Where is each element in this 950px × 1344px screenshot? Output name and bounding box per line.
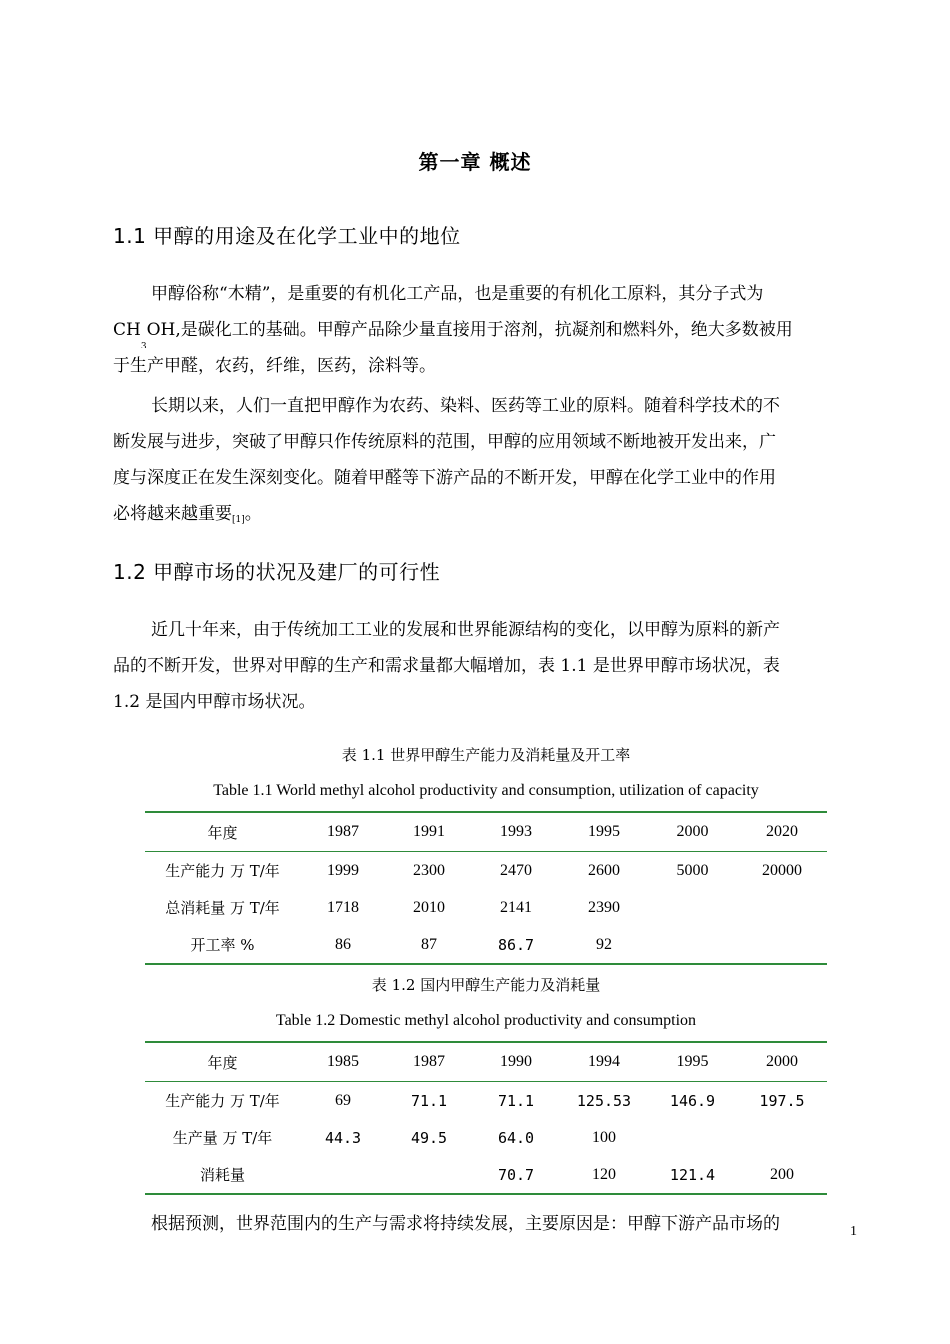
- table-cell: 200: [737, 1156, 827, 1194]
- table-cell: 1718: [327, 898, 359, 916]
- table-cell: [648, 926, 737, 964]
- table-cell: 20000: [762, 861, 802, 879]
- column-header: 1987: [386, 1042, 472, 1082]
- table-2-caption-en: Table 1.2 Domestic methyl alcohol productivity and consumption: [275, 1012, 697, 1029]
- page-number: 1: [850, 1224, 857, 1239]
- table-cell: 92: [560, 926, 648, 964]
- citation-marker: [1]: [232, 515, 245, 525]
- column-header: 1993: [472, 812, 560, 852]
- paragraph-line: 品的不断开发，世界对甲醇的生产和需求量都大幅增加，表 1.1 是世界甲醇市场状况，表: [113, 656, 780, 676]
- table-cell: 64.0: [497, 1128, 535, 1147]
- paragraph-line: 长期以来，人们一直把甲醇作为农药、染料、医药等工业的原料。随着科学技术的不: [151, 396, 780, 416]
- column-header: 1990: [472, 1042, 560, 1082]
- paragraph-methanol-uses: [113, 276, 863, 384]
- table-cell: [300, 1156, 386, 1194]
- table-cell: 44.3: [324, 1128, 362, 1147]
- row-label: 总消耗量 万 T/年: [165, 899, 280, 917]
- table-cell: 120: [560, 1156, 648, 1194]
- paragraph-line: 度与深度正在发生深刻变化。随着甲醛等下游产品的不断开发，甲醇在化学工业中的作用: [113, 468, 776, 488]
- paragraph-text: 必将越来越重要: [113, 504, 232, 524]
- paragraph-line: 近几十年来，由于传统加工工业的发展和世界能源结构的变化，以甲醇为原料的新产: [151, 620, 780, 640]
- column-header: 1991: [386, 812, 472, 852]
- paragraph-line: [113, 496, 863, 532]
- column-header: 2020: [737, 812, 827, 852]
- table-cell: 2300: [413, 861, 445, 879]
- table-cell: 2390: [588, 898, 620, 916]
- paragraph-line: 于生产甲醛，农药，纤维，医药，涂料等。: [113, 356, 436, 376]
- paragraph-text: 。: [244, 504, 262, 524]
- paragraph-line: 断发展与进步，突破了甲醇只作传统原料的范围，甲醇的应用领域不断地被开发出来，广: [113, 432, 776, 452]
- table-row: [145, 889, 827, 926]
- column-header: 1995: [560, 812, 648, 852]
- table-cell: [737, 1119, 827, 1156]
- row-label: 生产能力 万 T/年: [165, 1092, 280, 1110]
- table-cell: [737, 926, 827, 964]
- section-heading-1-2: 1.2 甲醇市场的状况及建厂的可行性: [113, 560, 441, 584]
- column-header: 年度: [145, 812, 300, 852]
- table-world-methanol: [145, 811, 827, 965]
- table-cell: 1999: [327, 861, 359, 879]
- column-header: 1987: [300, 812, 386, 852]
- table-cell: 71.1: [497, 1091, 535, 1110]
- table-cell: 49.5: [410, 1128, 448, 1147]
- paragraph-line: 1.2 是国内甲醇市场状况。: [113, 692, 316, 712]
- column-header: 2000: [737, 1042, 827, 1082]
- paragraph-forecast: [113, 1206, 863, 1242]
- table-cell: [648, 889, 737, 926]
- section-heading-1-1: 1.1 甲醇的用途及在化学工业中的地位: [113, 224, 461, 248]
- paragraph-line: [113, 312, 863, 348]
- chapter-title: 第一章 概述: [418, 150, 532, 174]
- table-1-caption-en: Table 1.1 World methyl alcohol productivity and consumption, utilization of capacity: [213, 782, 759, 799]
- table-cell: 86.7: [472, 926, 560, 964]
- table-cell: 125.53: [576, 1091, 632, 1110]
- paragraph-line: 根据预测，世界范围内的生产与需求将持续发展，主要原因是：甲醇下游产品市场的: [151, 1214, 780, 1234]
- table-row: [145, 1082, 827, 1120]
- column-header: 1985: [300, 1042, 386, 1082]
- table-cell: 2600: [588, 861, 620, 879]
- row-label: 消耗量: [145, 1156, 300, 1194]
- table-cell: 69: [335, 1091, 351, 1109]
- table-row: [145, 852, 827, 890]
- table-cell: [648, 1119, 737, 1156]
- table-cell: [386, 1156, 472, 1194]
- column-header: 年度: [145, 1042, 300, 1082]
- column-header: 1995: [648, 1042, 737, 1082]
- table-cell: 5000: [676, 861, 709, 879]
- table-cell: 2141: [500, 898, 532, 916]
- formula-subscript: 3: [140, 342, 147, 348]
- table-domestic-methanol: [145, 1041, 827, 1195]
- table-cell: 70.7: [472, 1156, 560, 1194]
- table-row: [145, 1119, 827, 1156]
- table-2-caption-cn: 表 1.2 国内甲醇生产能力及消耗量: [371, 976, 601, 994]
- table-cell: 87: [386, 926, 472, 964]
- formula-text: CH: [113, 320, 141, 340]
- table-row: [145, 1156, 827, 1194]
- row-label: 生产能力 万 T/年: [165, 862, 280, 880]
- table-cell: 197.5: [759, 1091, 805, 1110]
- table-cell: 86: [300, 926, 386, 964]
- table-cell: 100: [592, 1128, 616, 1146]
- column-header: 1994: [560, 1042, 648, 1082]
- table-header-row: [145, 1042, 827, 1082]
- table-cell: 2470: [500, 861, 532, 879]
- table-cell: 2010: [413, 898, 445, 916]
- column-header: 2000: [648, 812, 737, 852]
- table-cell: [737, 889, 827, 926]
- table-header-row: [145, 812, 827, 852]
- row-label: 开工率 %: [145, 926, 300, 964]
- table-cell: 121.4: [648, 1156, 737, 1194]
- paragraph-methanol-history: [113, 388, 863, 532]
- paragraph-market: [113, 612, 863, 720]
- table-cell: 146.9: [669, 1091, 716, 1110]
- table-cell: 71.1: [410, 1091, 448, 1110]
- table-1-caption-cn: 表 1.1 世界甲醇生产能力及消耗量及开工率: [341, 746, 631, 764]
- row-label: 生产量 万 T/年: [172, 1129, 273, 1147]
- paragraph-text: OH,是碳化工的基础。甲醇产品除少量直接用于溶剂，抗凝剂和燃料外，绝大多数被用: [146, 320, 793, 340]
- paragraph-line: 甲醇俗称“木精”，是重要的有机化工产品，也是重要的有机化工原料，其分子式为: [151, 284, 764, 304]
- table-row: [145, 926, 827, 964]
